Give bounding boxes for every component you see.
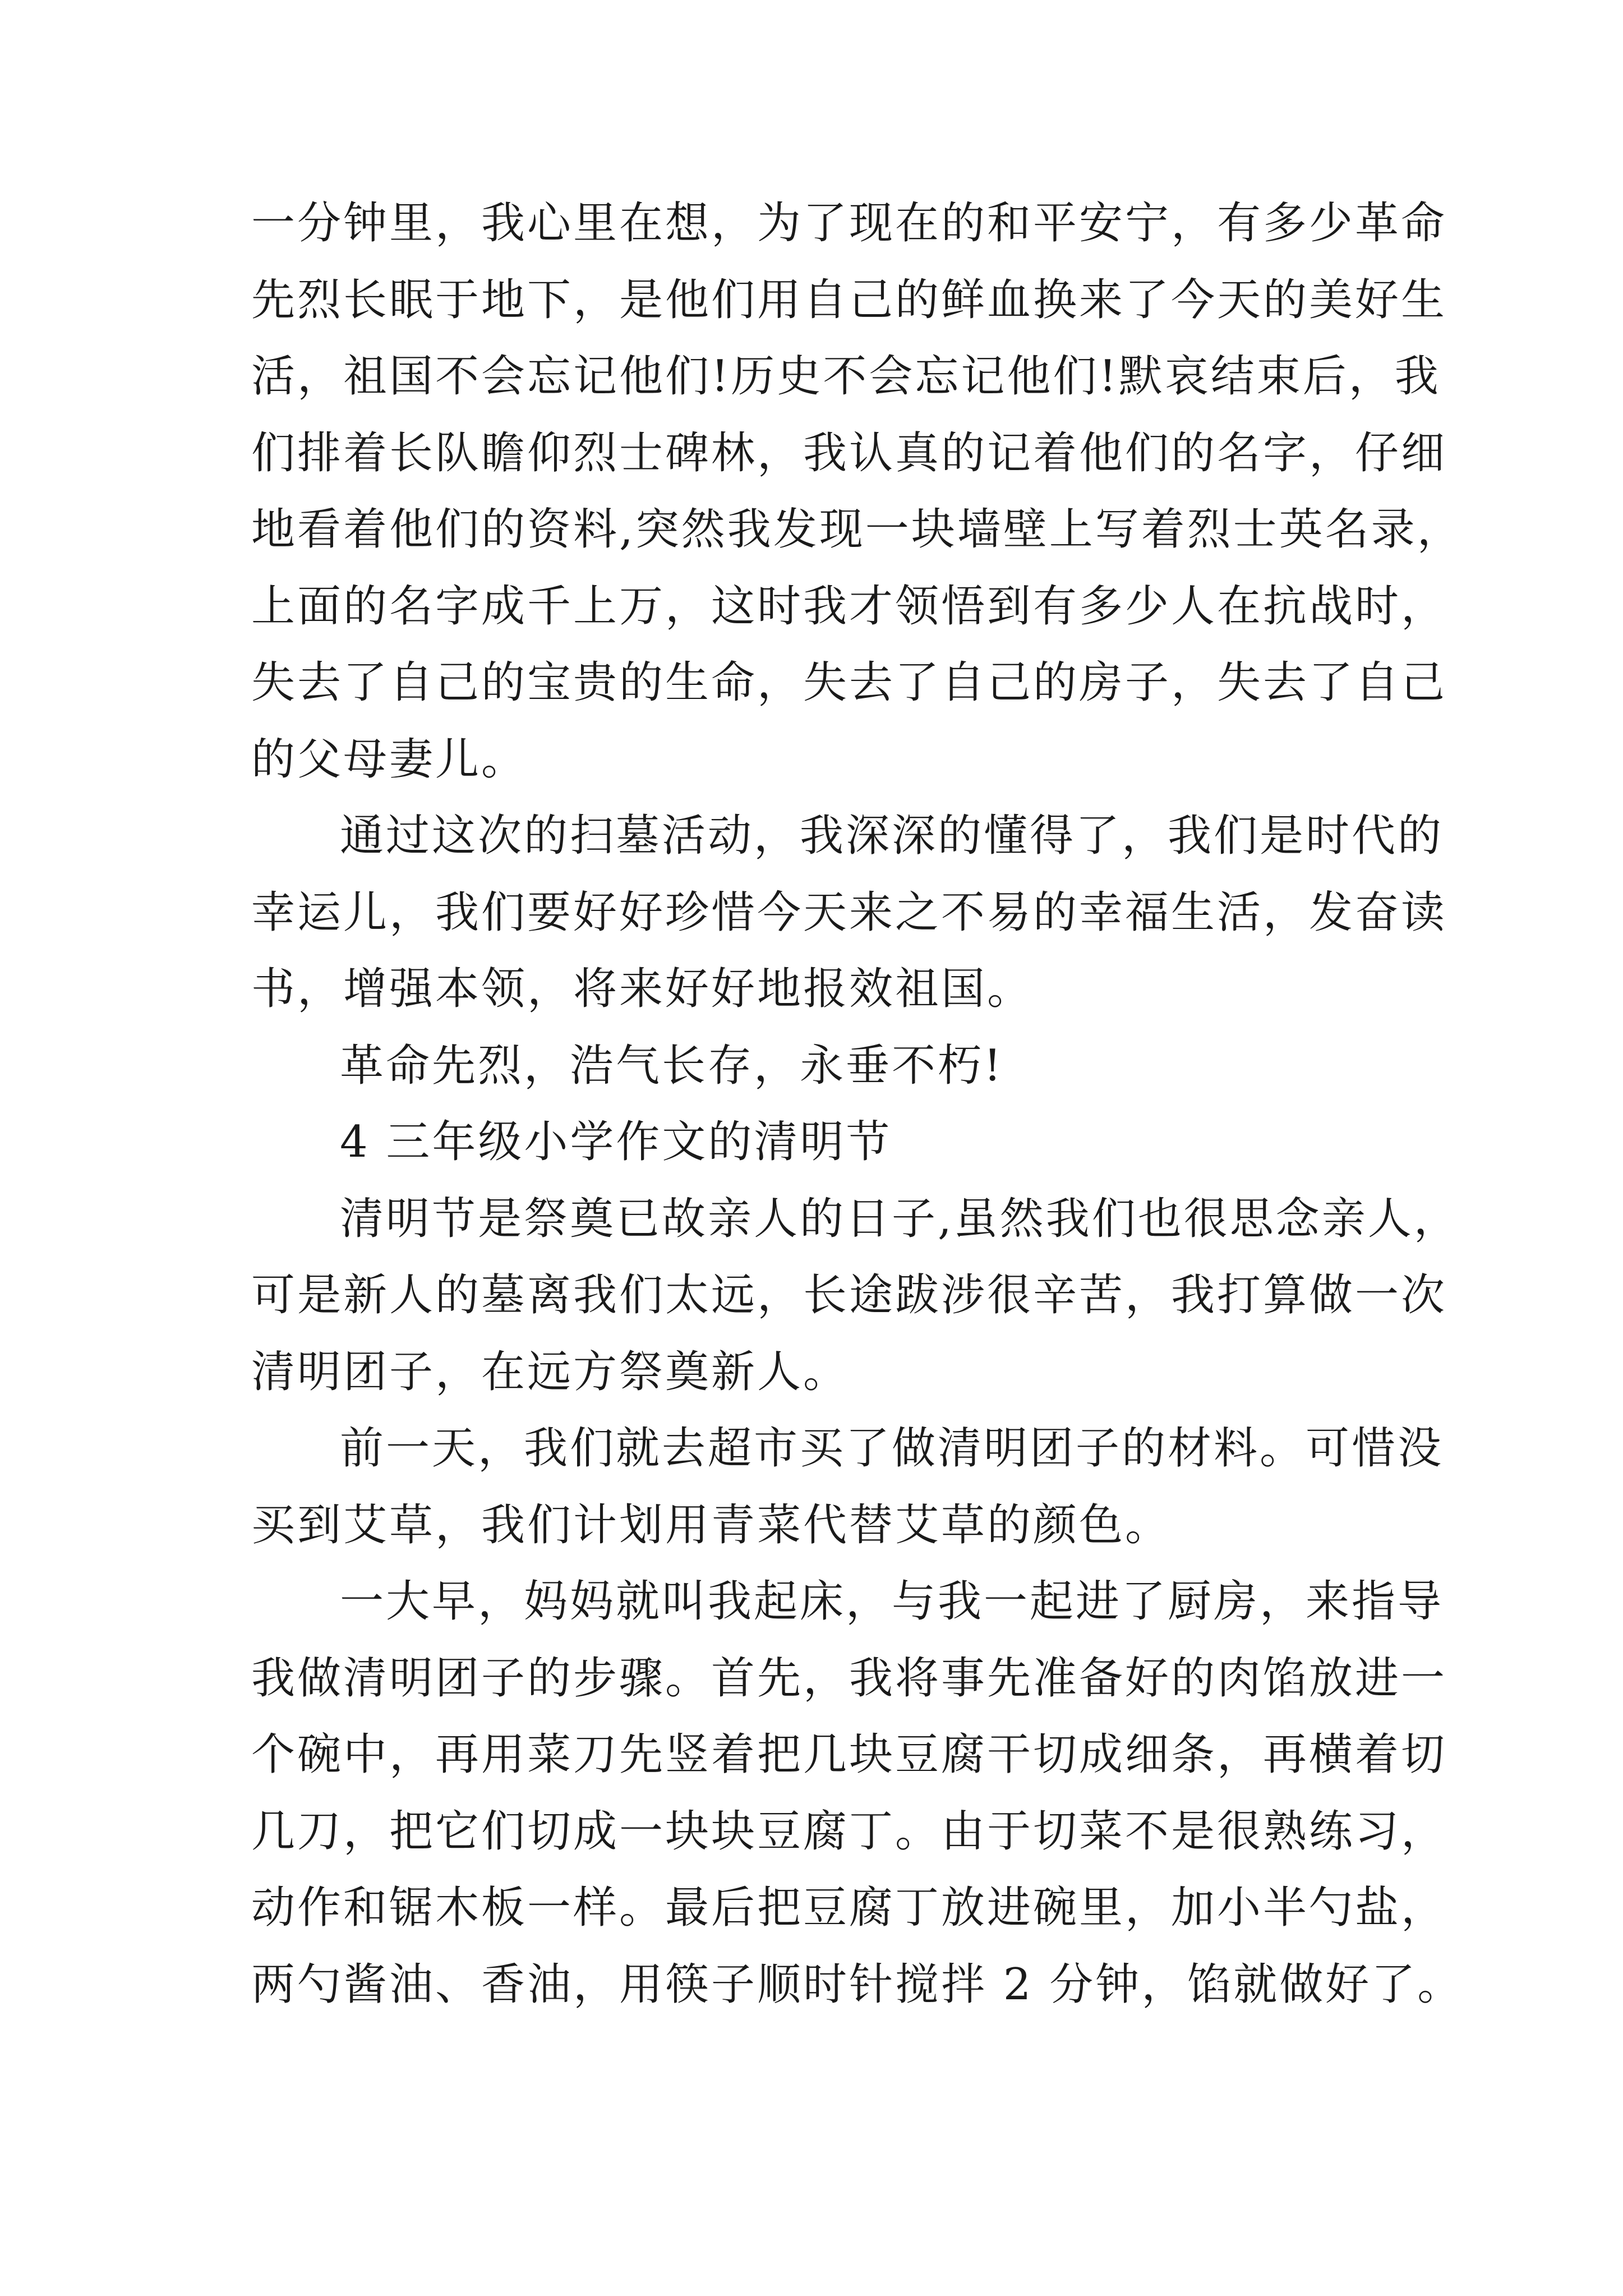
text-line: 个碗中，再用菜刀先竖着把几块豆腐干切成细条，再横着切 bbox=[251, 1729, 1447, 1780]
section-heading: 4 三年级小学作文的清明节 bbox=[340, 1117, 892, 1167]
text-line: 活，祖国不会忘记他们!历史不会忘记他们!默哀结束后，我 bbox=[251, 351, 1441, 402]
text-line: 失去了自己的宝贵的生命，失去了自己的房子，失去了自己 bbox=[251, 657, 1447, 708]
text-line: 先烈长眠于地下，是他们用自己的鲜血换来了今天的美好生 bbox=[251, 274, 1447, 325]
text-line: 几刀，把它们切成一块块豆腐丁。由于切菜不是很熟练习， bbox=[251, 1806, 1447, 1857]
paragraph-first-line: 一大早，妈妈就叫我起床，与我一起进了厨房，来指导 bbox=[340, 1576, 1444, 1627]
text-line: 我做清明团子的步骤。首先，我将事先准备好的肉馅放进一 bbox=[251, 1653, 1447, 1704]
text-line: 可是新人的墓离我们太远，长途跋涉很辛苦，我打算做一次 bbox=[251, 1270, 1447, 1320]
paragraph-first-line: 清明节是祭奠已故亲人的日子,虽然我们也很思念亲人， bbox=[340, 1193, 1460, 1244]
text-line: 买到艾草，我们计划用青菜代替艾草的颜色。 bbox=[251, 1499, 1172, 1550]
text-line: 们排着长队瞻仰烈士碑林，我认真的记着他们的名字，仔细 bbox=[251, 427, 1447, 478]
text-line: 动作和锯木板一样。最后把豆腐丁放进碗里，加小半勺盐， bbox=[251, 1883, 1447, 1933]
text-line: 清明团子，在远方祭奠新人。 bbox=[251, 1346, 850, 1397]
paragraph-first-line: 前一天，我们就去超市买了做清明团子的材料。可惜没 bbox=[340, 1423, 1444, 1474]
body-text bbox=[251, 185, 1464, 2023]
text-line: 两勺酱油、香油，用筷子顺时针搅拌 2 分钟，馅就做好了。 bbox=[251, 1959, 1464, 2010]
text-line: 书，增强本领，将来好好地报效祖国。 bbox=[251, 964, 1034, 1014]
paragraph-first-line: 革命先烈，浩气长存，永垂不朽! bbox=[340, 1040, 1004, 1091]
text-line: 地看着他们的资料,突然我发现一块墙壁上写着烈士英名录， bbox=[251, 504, 1463, 555]
text-line: 的父母妻儿。 bbox=[251, 734, 528, 785]
paragraph-first-line: 通过这次的扫墓活动，我深深的懂得了，我们是时代的 bbox=[340, 811, 1444, 861]
text-line: 一分钟里，我心里在想，为了现在的和平安宁，有多少革命 bbox=[251, 198, 1447, 249]
text-line: 幸运儿，我们要好好珍惜今天来之不易的幸福生活，发奋读 bbox=[251, 887, 1447, 938]
text-line: 上面的名字成千上万，这时我才领悟到有多少人在抗战时， bbox=[251, 581, 1447, 632]
